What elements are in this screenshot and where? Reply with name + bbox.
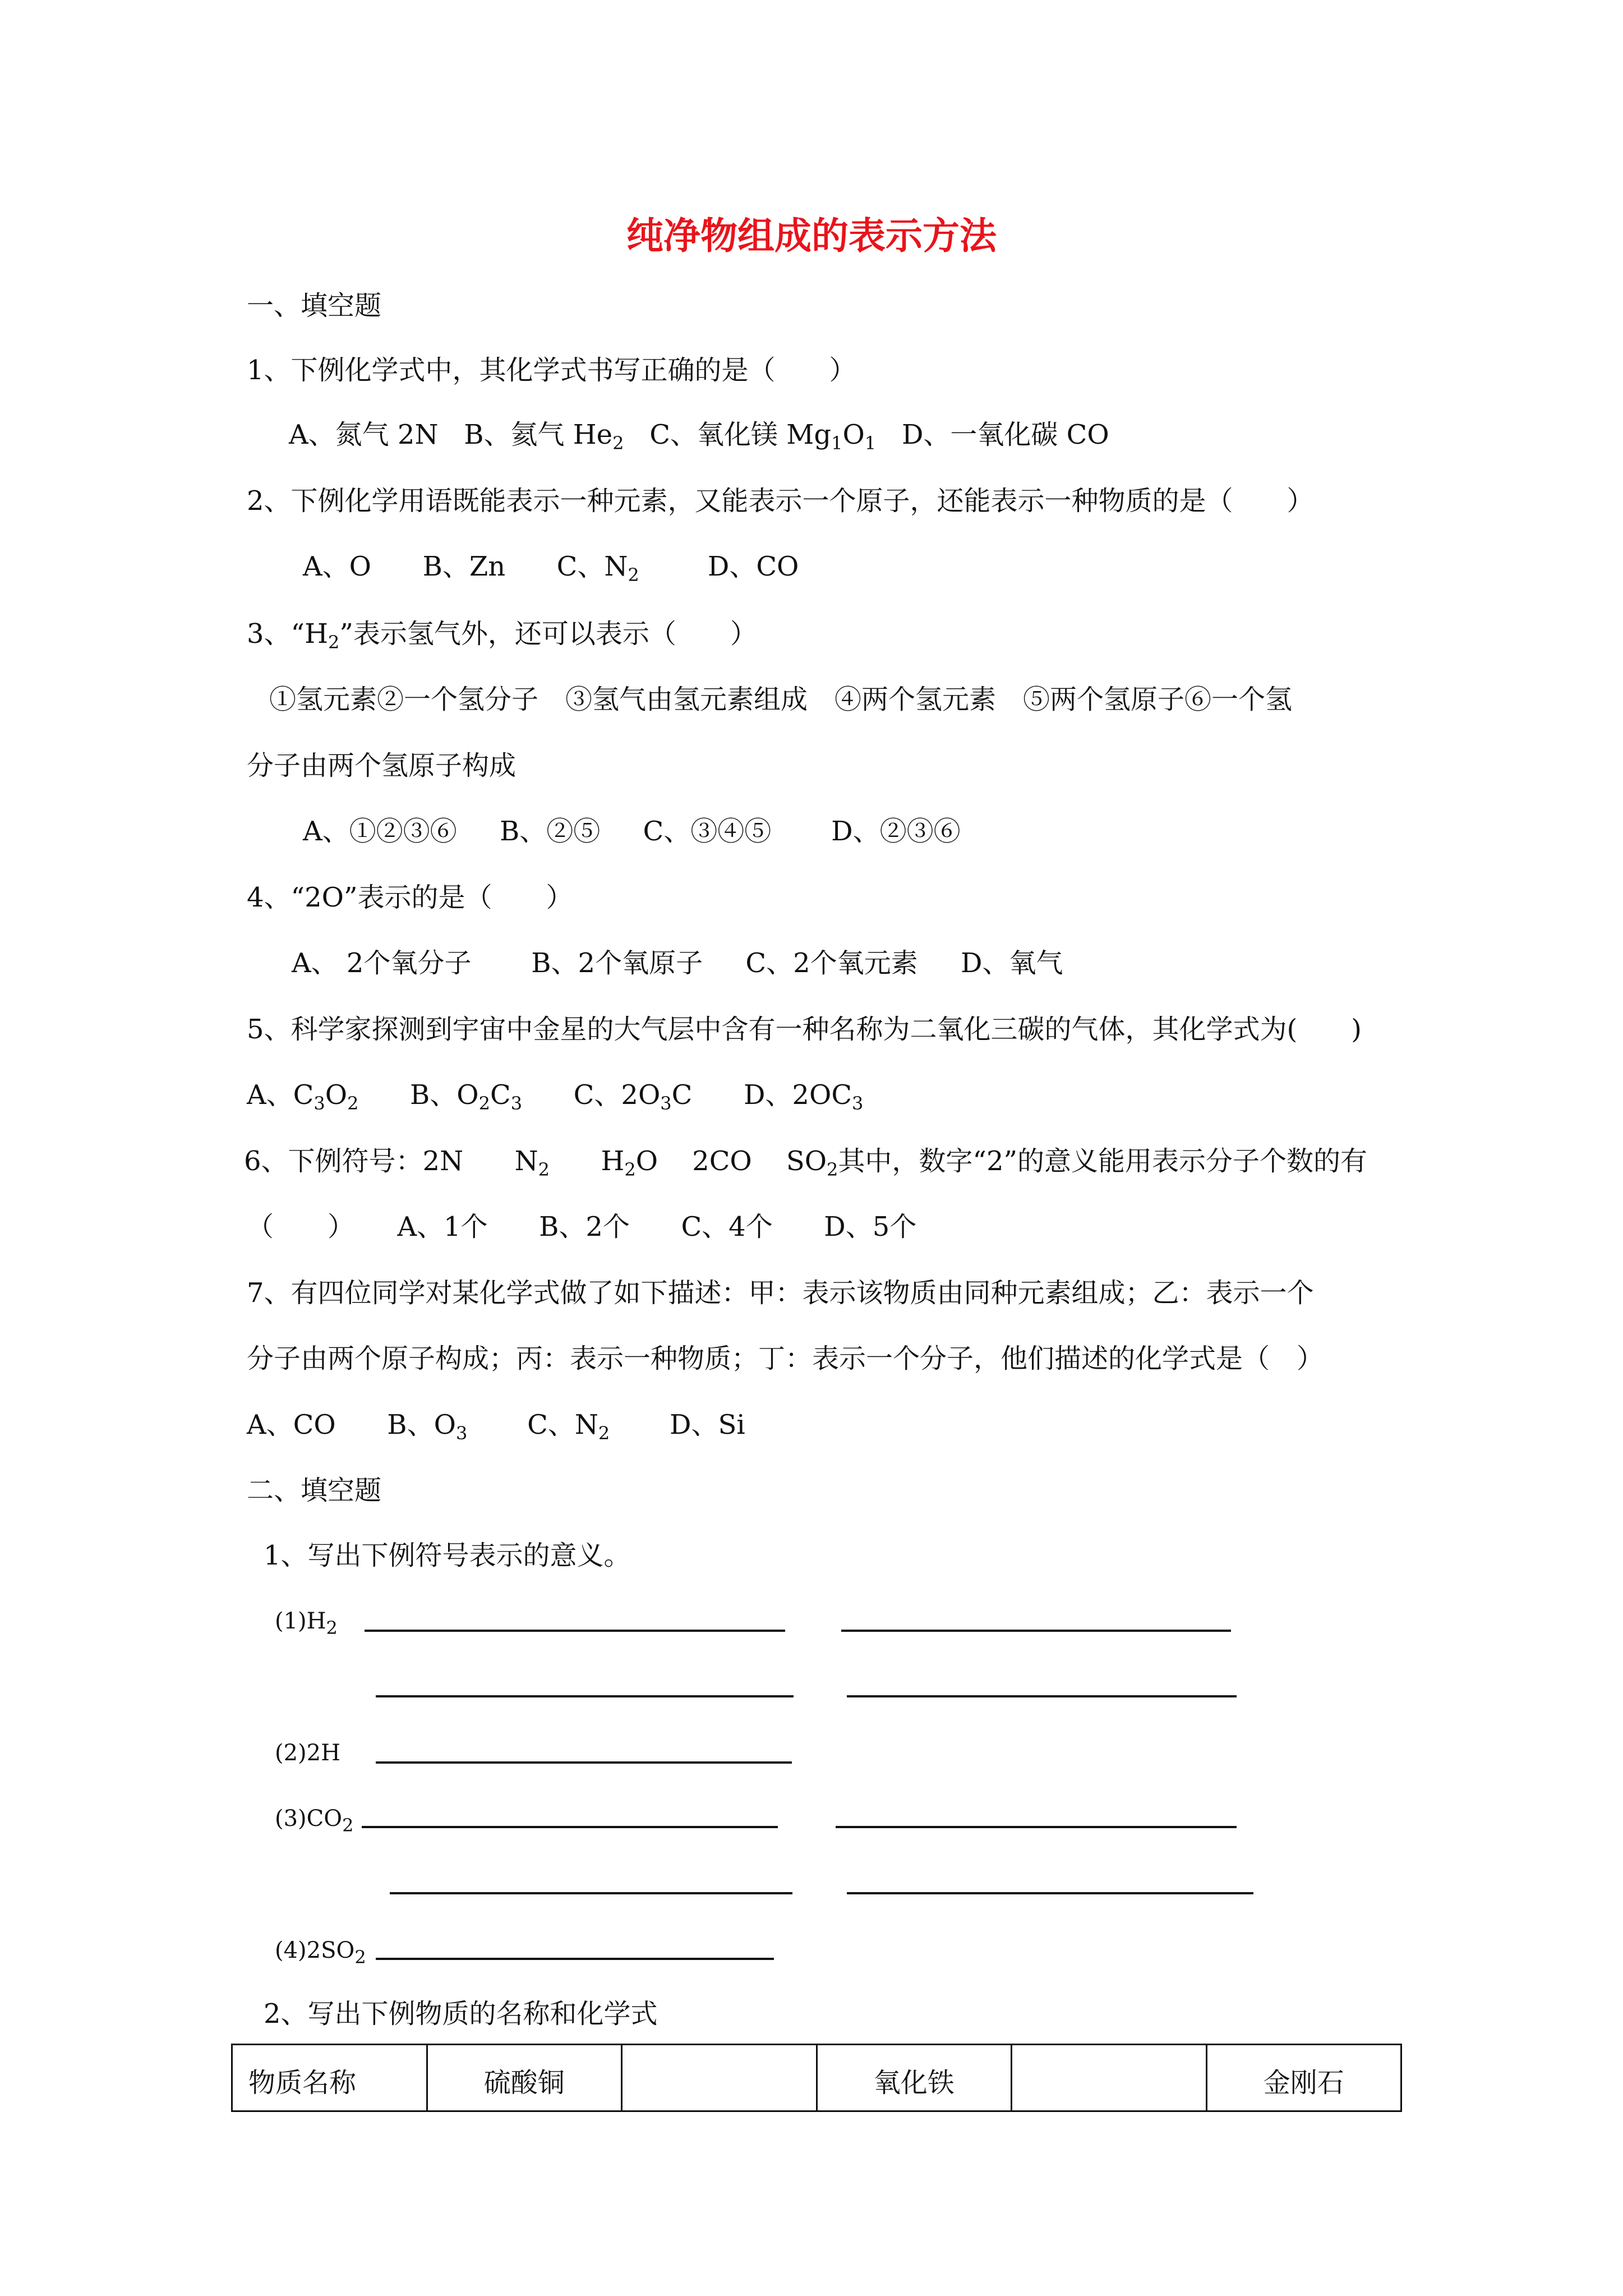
answer-blank[interactable] — [376, 1695, 794, 1697]
q6-option-c: C、4个 — [681, 1211, 773, 1243]
q7-options — [247, 1408, 745, 1442]
answer-blank[interactable] — [365, 1630, 785, 1632]
q6-options — [247, 1210, 916, 1244]
q1-stem: 1、下例化学式中，其化学式书写正确的是（ ） — [247, 355, 856, 386]
q7-option-c: C、$N_2$ — [527, 1409, 610, 1444]
q6-symbol-h2o: $H_2O$ — [601, 1145, 658, 1180]
answer-blank[interactable] — [847, 1695, 1237, 1697]
q3-items-line1: ①氢元素②一个氢分子 ③氢气由氢元素组成 ④两个氢元素 ⑤两个氢原子⑥一个氢 — [269, 684, 1293, 715]
section1-heading: 一、填空题 — [247, 290, 382, 321]
q6-option-a: A、1个 — [397, 1211, 488, 1243]
s2-q1-stem: 1、写出下例符号表示的意义。 — [264, 1540, 631, 1571]
answer-blank[interactable] — [847, 1892, 1253, 1894]
q7-option-d: D、Si — [670, 1409, 745, 1441]
q3-option-b: B、②⑤ — [499, 816, 601, 847]
answer-blank[interactable] — [362, 1826, 778, 1828]
q4-option-a: A、 2个氧分子 — [292, 947, 472, 979]
q5-option-b: B、$O_2C_3$ — [410, 1079, 523, 1114]
q2-options — [303, 550, 799, 586]
q6-option-b: B、2个 — [539, 1211, 630, 1243]
q3-option-d: D、②③⑥ — [831, 816, 961, 847]
s2-q1-label-2: (2)2H — [275, 1740, 340, 1766]
q5-option-d: D、$2OC_3$ — [743, 1079, 864, 1114]
q7-line2: 分子由两个原子构成；丙：表示一种物质；丁：表示一个分子，他们描述的化学式是（ ） — [247, 1343, 1324, 1374]
q1-option-b: B、氦气 $He_2$ — [464, 419, 624, 454]
q3-stem: 3、“$H_2$”表示氢气外，还可以表示（ ） — [247, 618, 757, 653]
q3-options — [303, 815, 961, 848]
q1-option-d: D、一氧化碳 CO — [901, 419, 1109, 450]
q5-stem: 5、科学家探测到宇宙中金星的大气层中含有一种名称为二氧化三碳的气体，其化学式为( ) — [247, 1014, 1362, 1045]
table-cell-header: 物质名称 — [232, 2045, 427, 2111]
q4-stem: 4、“2O”表示的是（ ） — [247, 882, 573, 913]
table-cell-blank[interactable] — [622, 2045, 817, 2111]
table-cell: 硫酸铜 — [427, 2045, 622, 2111]
q5-options — [247, 1078, 863, 1112]
table-cell: 氧化铁 — [817, 2045, 1012, 2111]
substance-table — [231, 2044, 1402, 2112]
q2-stem: 2、下例化学用语既能表示一种元素，又能表示一个原子，还能表示一种物质的是（ ） — [247, 485, 1314, 517]
q4-options — [292, 946, 1063, 980]
q4-option-b: B、2个氧原子 — [531, 947, 703, 979]
answer-blank[interactable] — [836, 1826, 1237, 1828]
answer-blank[interactable] — [376, 1761, 792, 1764]
q6-option-d: D、5个 — [824, 1211, 917, 1243]
table-row — [232, 2045, 1401, 2111]
q6-symbol-2co: 2CO — [692, 1145, 752, 1177]
q3-option-c: C、③④⑤ — [643, 816, 772, 847]
answer-blank[interactable] — [376, 1958, 774, 1960]
q2-option-a: A、O — [303, 551, 372, 582]
table-cell-blank[interactable] — [1012, 2045, 1207, 2111]
q4-option-d: D、氧气 — [960, 947, 1063, 979]
q7-option-b: B、$O_3$ — [387, 1409, 468, 1444]
q3-items-line2: 分子由两个氢原子构成 — [247, 750, 517, 781]
q5-option-a: A、$C_3O_2$ — [247, 1079, 359, 1114]
q2-option-c: C、$N_2$ — [556, 551, 639, 586]
s2-q1-label-4: $(4)2SO_2$ — [275, 1938, 366, 1968]
q6-answer-paren: （ ） — [247, 1211, 355, 1243]
s2-q1-label-1: $(1)H_2$ — [275, 1608, 338, 1639]
q7-line1: 7、有四位同学对某化学式做了如下描述：甲：表示该物质由同种元素组成；乙：表示一个 — [247, 1277, 1314, 1309]
q3-option-a: A、①②③⑥ — [303, 816, 457, 847]
page-title: 纯净物组成的表示方法 — [626, 214, 997, 257]
q2-option-b: B、Zn — [422, 551, 506, 582]
s2-q1-label-3: $(3)CO_2$ — [275, 1806, 354, 1836]
q6-stem: 6、下例符号：2N $N_2$ $H_2O$ 2CO $SO_2$其中，数字“2”的意义能用表示分子个数的有 — [244, 1145, 1368, 1180]
q6-symbol-n2: $N_2$ — [514, 1145, 550, 1180]
answer-blank[interactable] — [390, 1892, 792, 1894]
answer-blank[interactable] — [841, 1630, 1231, 1632]
q1-option-a: A、氮气 2N — [289, 419, 439, 450]
s2-q2-stem: 2、写出下例物质的名称和化学式 — [264, 1998, 658, 2030]
q1-option-c: C、氧化镁 $Mg_1O_1$ — [649, 419, 877, 454]
q6-symbol-so2: $SO_2$ — [786, 1145, 838, 1180]
q1-options — [289, 418, 1109, 452]
section2-heading: 二、填空题 — [247, 1475, 382, 1506]
q2-option-d: D、CO — [707, 551, 799, 582]
q7-option-a: A、CO — [247, 1409, 336, 1441]
q4-option-c: C、2个氧元素 — [745, 947, 918, 979]
table-cell: 金刚石 — [1206, 2045, 1401, 2111]
q5-option-c: C、$2O_3C$ — [573, 1079, 693, 1114]
